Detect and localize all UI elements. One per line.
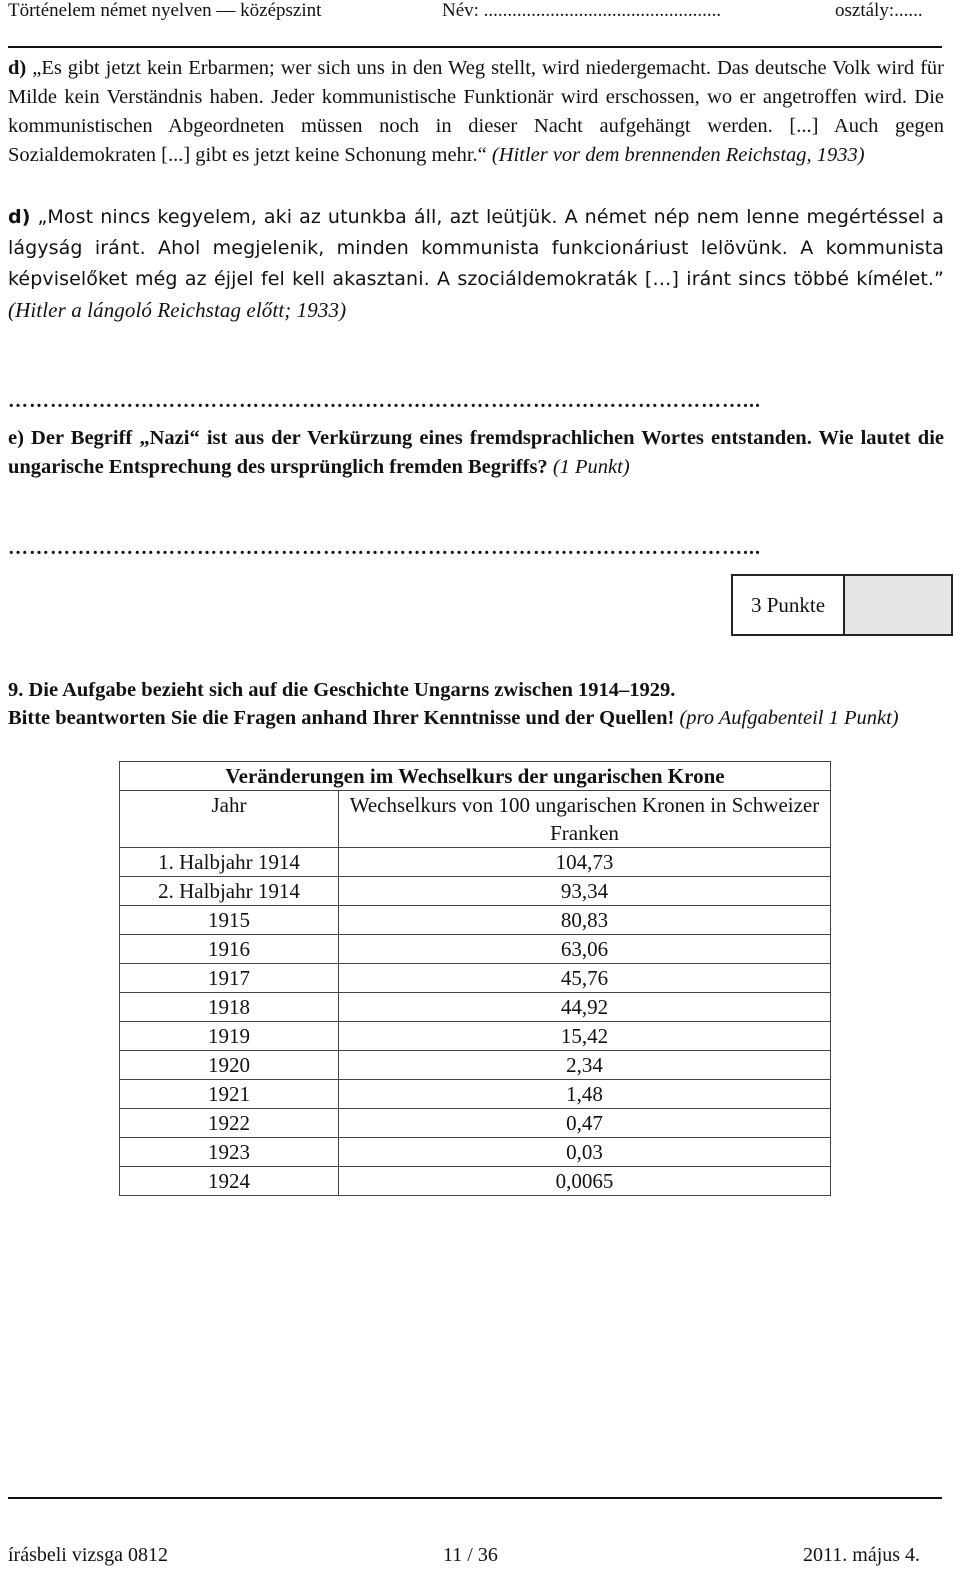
task-d-german — [8, 54, 944, 170]
col-header-rate: Wechselkurs von 100 ungarischen Kronen in Schweizer Franken — [339, 791, 831, 848]
rate-cell: 15,42 — [339, 1022, 831, 1051]
task-e — [8, 424, 944, 482]
year-cell: 1922 — [120, 1109, 339, 1138]
rate-cell: 0,0065 — [339, 1167, 831, 1196]
rate-cell: 0,03 — [339, 1138, 831, 1167]
task-d-german-source: (Hitler vor dem brennenden Reichstag, 1933) — [491, 144, 865, 166]
answer-line-d[interactable]: ……………………………………………………………………………………………... — [8, 390, 761, 412]
task-d-german-quote: „Es gibt jetzt kein Erbarmen; wer sich uns in den Weg stellt, wird niedergemacht. Das deutsche Volk wird für Milde kein Verständnis haben. Jeder kommunistische Funktionär wird erschossen, wo er angetroffen wird. Die kommunistischen Abgeordneten müssen noch in dieser Nacht aufgehängt werden. [...] Auch gegen Sozialdemokraten [...] gibt es jetzt keine Schonung mehr.“ — [8, 57, 944, 166]
rate-cell: 0,47 — [339, 1109, 831, 1138]
answer-line-e[interactable]: ……………………………………………………………………………………………... — [8, 537, 761, 559]
task-d-hungarian-source: (Hitler a lángoló Reichstag előtt; 1933) — [8, 298, 347, 322]
task-d-hu-label: d) — [8, 206, 31, 228]
task-e-points: (1 Punkt) — [552, 456, 630, 478]
header-name-field: Név: .................................................. — [442, 0, 722, 21]
task-d-hungarian-quote: „Most nincs kegyelem, aki az utunkba áll, azt leütjük. A német nép nem lenne megértéssel a lágyság iránt. Ahol megjelenik, minden kommunista funkcionáriust lelövünk. A kommunista képviselőket még az éjjel fel kell akasztani. A szociáldemokraták […] iránt sincs többé kímélet.” — [8, 206, 944, 290]
table-header-row — [120, 791, 831, 848]
table-row — [120, 1167, 831, 1196]
table-body — [120, 848, 831, 1196]
year-cell: 1. Halbjahr 1914 — [120, 848, 339, 877]
year-cell: 2. Halbjahr 1914 — [120, 877, 339, 906]
rate-cell: 93,34 — [339, 877, 831, 906]
task-e-question: e) Der Begriff „Nazi“ ist aus der Verkürzung eines fremdsprachlichen Wortes entstanden. Wie lautet die ungarische Entsprechung des ursprünglich fremden Begriffs? — [8, 427, 944, 478]
task-9-points: (pro Aufgabenteil 1 Punkt) — [674, 707, 899, 729]
year-cell: 1923 — [120, 1138, 339, 1167]
table-row — [120, 1138, 831, 1167]
table-row — [120, 935, 831, 964]
task-d-label: d) — [8, 57, 27, 79]
footer-rule — [8, 1497, 942, 1499]
exchange-rate-table — [119, 761, 831, 1196]
table-row — [120, 1051, 831, 1080]
task-9 — [8, 676, 944, 732]
task-9-line1: 9. Die Aufgabe bezieht sich auf die Geschichte Ungarns zwischen 1914–1929. — [8, 679, 676, 701]
table-row — [120, 993, 831, 1022]
table-row — [120, 964, 831, 993]
table-row — [120, 1080, 831, 1109]
table-caption-row — [120, 762, 831, 791]
col-header-year: Jahr — [120, 791, 339, 848]
rate-cell: 44,92 — [339, 993, 831, 1022]
rate-cell: 45,76 — [339, 964, 831, 993]
task-d-hungarian — [8, 202, 944, 327]
table-caption: Veränderungen im Wechselkurs der ungarischen Krone — [120, 762, 831, 791]
table-row — [120, 1022, 831, 1051]
table-row — [120, 1109, 831, 1138]
year-cell: 1919 — [120, 1022, 339, 1051]
year-cell: 1917 — [120, 964, 339, 993]
rate-cell: 2,34 — [339, 1051, 831, 1080]
header-subject: Történelem német nyelven — középszint — [8, 0, 322, 21]
footer-date: 2011. május 4. — [803, 1544, 921, 1566]
header-class-field: osztály:...... — [835, 0, 923, 21]
year-cell: 1920 — [120, 1051, 339, 1080]
rate-cell: 63,06 — [339, 935, 831, 964]
footer-page-number: 11 / 36 — [443, 1544, 498, 1566]
year-cell: 1921 — [120, 1080, 339, 1109]
score-label: 3 Punkte — [733, 576, 845, 634]
rate-cell: 1,48 — [339, 1080, 831, 1109]
footer-exam: írásbeli vizsga 0812 — [8, 1544, 168, 1566]
rate-cell: 80,83 — [339, 906, 831, 935]
score-entry-field[interactable] — [845, 576, 951, 634]
table-row — [120, 848, 831, 877]
header-rule — [8, 46, 942, 48]
score-box — [731, 574, 953, 636]
task-9-line2: Bitte beantworten Sie die Fragen anhand Ihrer Kenntnisse und der Quellen! — [8, 707, 675, 729]
table-row — [120, 906, 831, 935]
rate-cell: 104,73 — [339, 848, 831, 877]
year-cell: 1915 — [120, 906, 339, 935]
year-cell: 1918 — [120, 993, 339, 1022]
year-cell: 1916 — [120, 935, 339, 964]
year-cell: 1924 — [120, 1167, 339, 1196]
table-row — [120, 877, 831, 906]
